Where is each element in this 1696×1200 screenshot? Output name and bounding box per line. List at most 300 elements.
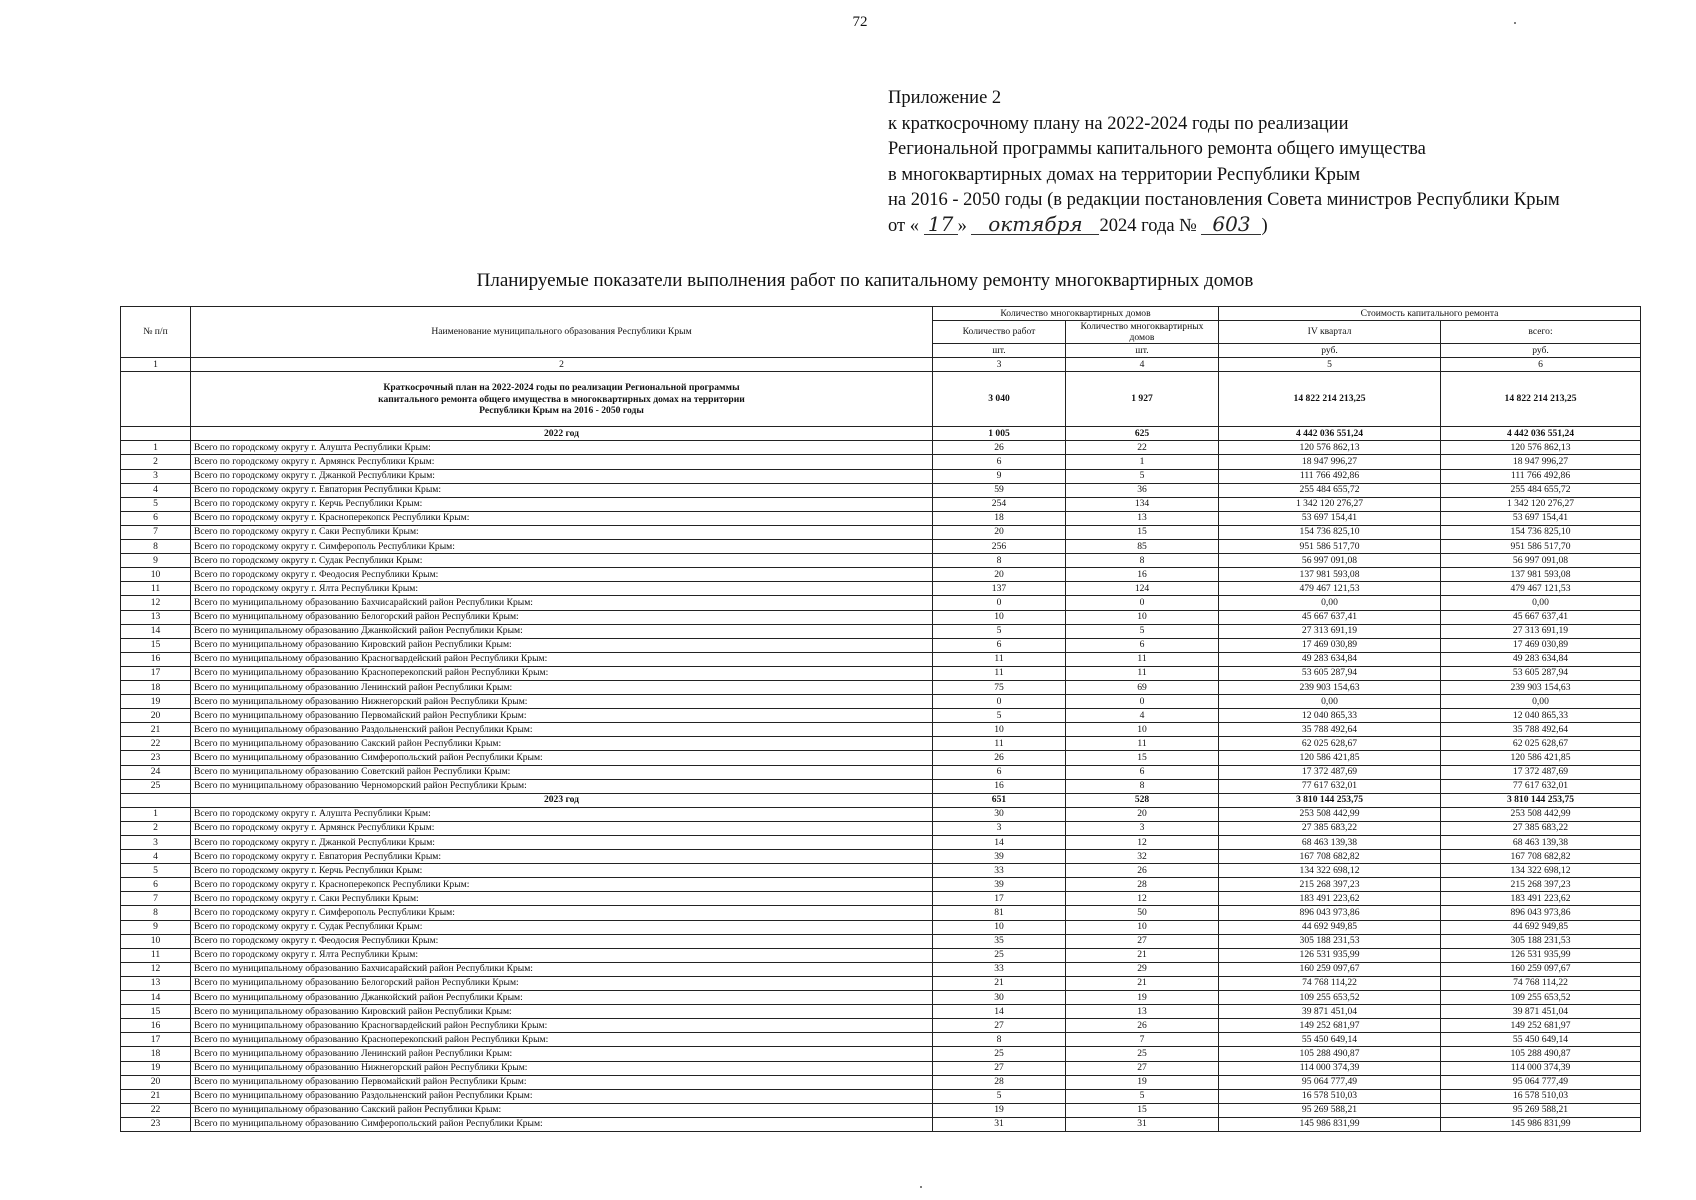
indicators-table — [120, 306, 1641, 1132]
row-works: 20 — [933, 568, 1066, 582]
row-name: Всего по муниципальному образованию Сакский район Республики Крым: — [191, 1103, 933, 1117]
row-name: Всего по городскому округу г. Армянск Республики Крым: — [191, 821, 933, 835]
row-works: 5 — [933, 1089, 1066, 1103]
row-num: 13 — [121, 610, 191, 624]
table-row — [121, 540, 1641, 554]
handwritten-number: 603 — [1201, 214, 1261, 235]
row-total: 167 708 682,82 — [1441, 850, 1641, 864]
row-name: Всего по муниципальному образованию Бахчисарайский район Республики Крым: — [191, 596, 933, 610]
row-total: 105 288 490,87 — [1441, 1047, 1641, 1061]
row-works: 33 — [933, 864, 1066, 878]
header-total: всего: — [1441, 321, 1641, 344]
row-works: 75 — [933, 680, 1066, 694]
row-total: 39 871 451,04 — [1441, 1005, 1641, 1019]
row-quarter: 0,00 — [1219, 596, 1441, 610]
row-name: Всего по городскому округу г. Армянск Республики Крым: — [191, 455, 933, 469]
row-total: 45 667 637,41 — [1441, 610, 1641, 624]
row-quarter: 167 708 682,82 — [1219, 850, 1441, 864]
row-name: Всего по городскому округу г. Саки Республики Крым: — [191, 525, 933, 539]
row-num: 5 — [121, 497, 191, 511]
row-quarter: 479 467 121,53 — [1219, 582, 1441, 596]
row-total: 95 269 588,21 — [1441, 1103, 1641, 1117]
row-houses: 12 — [1066, 836, 1219, 850]
row-name: Всего по муниципальному образованию Первомайский район Республики Крым: — [191, 709, 933, 723]
row-name: Всего по муниципальному образованию Кировский район Республики Крым: — [191, 638, 933, 652]
row-quarter: 896 043 973,86 — [1219, 906, 1441, 920]
row-num: 13 — [121, 976, 191, 990]
row-num: 10 — [121, 568, 191, 582]
row-houses: 5 — [1066, 624, 1219, 638]
row-num: 21 — [121, 1089, 191, 1103]
row-houses: 5 — [1066, 1089, 1219, 1103]
row-num: 15 — [121, 1005, 191, 1019]
row-total: 0,00 — [1441, 596, 1641, 610]
row-name: Всего по городскому округу г. Феодосия Республики Крым: — [191, 934, 933, 948]
row-quarter: 120 586 421,85 — [1219, 751, 1441, 765]
row-total: 16 578 510,03 — [1441, 1089, 1641, 1103]
row-name: Всего по муниципальному образованию Бахчисарайский район Республики Крым: — [191, 962, 933, 976]
table-row — [121, 878, 1641, 892]
date-prefix: от « — [888, 215, 919, 236]
row-name: Всего по муниципальному образованию Красногвардейский район Республики Крым: — [191, 652, 933, 666]
row-houses: 0 — [1066, 695, 1219, 709]
row-works: 16 — [933, 779, 1066, 793]
table-row — [121, 511, 1641, 525]
row-num: 4 — [121, 483, 191, 497]
row-num: 17 — [121, 1033, 191, 1047]
row-houses: 1 — [1066, 455, 1219, 469]
row-num: 18 — [121, 680, 191, 694]
header-num: № п/п — [121, 307, 191, 358]
row-works: 33 — [933, 962, 1066, 976]
row-houses: 4 — [1066, 709, 1219, 723]
row-total: 305 188 231,53 — [1441, 934, 1641, 948]
date-close: ) — [1261, 215, 1268, 236]
row-name: Всего по городскому округу г. Красноперекопск Республики Крым: — [191, 511, 933, 525]
header-name: Наименование муниципального образования Республики Крым — [191, 307, 933, 358]
row-quarter: 44 692 949,85 — [1219, 920, 1441, 934]
row-num: 19 — [121, 695, 191, 709]
row-total: 55 450 649,14 — [1441, 1033, 1641, 1047]
handwritten-day: 17 — [924, 214, 958, 235]
row-total: 183 491 223,62 — [1441, 892, 1641, 906]
table-row — [121, 821, 1641, 835]
row-works: 25 — [933, 948, 1066, 962]
appendix-heading — [888, 86, 1560, 239]
table-row — [121, 1033, 1641, 1047]
row-name: Всего по городскому округу г. Ялта Республики Крым: — [191, 582, 933, 596]
row-houses: 7 — [1066, 1033, 1219, 1047]
row-num: 20 — [121, 1075, 191, 1089]
row-quarter: 16 578 510,03 — [1219, 1089, 1441, 1103]
row-num: 14 — [121, 991, 191, 1005]
year-houses: 625 — [1066, 427, 1219, 441]
row-name: Всего по муниципальному образованию Первомайский район Республики Крым: — [191, 1075, 933, 1089]
year-summary-num — [121, 427, 191, 441]
header-group-count: Количество многоквартирных домов — [933, 307, 1219, 321]
row-houses: 31 — [1066, 1117, 1219, 1131]
row-name: Всего по муниципальному образованию Раздольненский район Республики Крым: — [191, 1089, 933, 1103]
row-houses: 19 — [1066, 1075, 1219, 1089]
column-number: 6 — [1441, 358, 1641, 372]
year-summary-row — [121, 427, 1641, 441]
appendix-line: на 2016 - 2050 годы (в редакции постановления Совета министров Республики Крым — [888, 190, 1560, 210]
table-row — [121, 765, 1641, 779]
row-num: 5 — [121, 864, 191, 878]
row-houses: 6 — [1066, 765, 1219, 779]
row-num: 22 — [121, 1103, 191, 1117]
year-text: 2024 года № — [1099, 215, 1197, 236]
row-quarter: 255 484 655,72 — [1219, 483, 1441, 497]
row-name: Всего по муниципальному образованию Черноморский район Республики Крым: — [191, 779, 933, 793]
row-total: 44 692 949,85 — [1441, 920, 1641, 934]
row-houses: 15 — [1066, 1103, 1219, 1117]
row-total: 255 484 655,72 — [1441, 483, 1641, 497]
row-quarter: 126 531 935,99 — [1219, 948, 1441, 962]
row-houses: 0 — [1066, 596, 1219, 610]
row-works: 31 — [933, 1117, 1066, 1131]
row-houses: 28 — [1066, 878, 1219, 892]
row-num: 11 — [121, 948, 191, 962]
row-works: 39 — [933, 850, 1066, 864]
row-houses: 50 — [1066, 906, 1219, 920]
header-work-count: Количество работ — [933, 321, 1066, 344]
table-row — [121, 948, 1641, 962]
row-total: 120 586 421,85 — [1441, 751, 1641, 765]
plan-row-total: 14 822 214 213,25 — [1441, 372, 1641, 427]
table-row — [121, 469, 1641, 483]
row-name: Всего по городскому округу г. Керчь Республики Крым: — [191, 864, 933, 878]
row-works: 14 — [933, 836, 1066, 850]
row-total: 239 903 154,63 — [1441, 680, 1641, 694]
row-works: 6 — [933, 765, 1066, 779]
column-number: 2 — [191, 358, 933, 372]
table-row — [121, 976, 1641, 990]
table-row — [121, 779, 1641, 793]
plan-row-houses: 1 927 — [1066, 372, 1219, 427]
row-name: Всего по городскому округу г. Феодосия Республики Крым: — [191, 568, 933, 582]
row-total: 114 000 374,39 — [1441, 1061, 1641, 1075]
row-houses: 26 — [1066, 864, 1219, 878]
row-quarter: 239 903 154,63 — [1219, 680, 1441, 694]
row-works: 27 — [933, 1061, 1066, 1075]
plan-row-num-cell — [121, 372, 191, 427]
row-total: 17 372 487,69 — [1441, 765, 1641, 779]
table-body — [121, 427, 1641, 1132]
row-quarter: 253 508 442,99 — [1219, 807, 1441, 821]
row-works: 14 — [933, 1005, 1066, 1019]
row-houses: 32 — [1066, 850, 1219, 864]
row-quarter: 109 255 653,52 — [1219, 991, 1441, 1005]
table-row — [121, 624, 1641, 638]
row-works: 11 — [933, 666, 1066, 680]
row-houses: 22 — [1066, 441, 1219, 455]
row-quarter: 183 491 223,62 — [1219, 892, 1441, 906]
row-num: 8 — [121, 540, 191, 554]
year-total: 4 442 036 551,24 — [1441, 427, 1641, 441]
row-total: 95 064 777,49 — [1441, 1075, 1641, 1089]
table-row — [121, 723, 1641, 737]
row-total: 53 605 287,94 — [1441, 666, 1641, 680]
row-quarter: 305 188 231,53 — [1219, 934, 1441, 948]
row-num: 20 — [121, 709, 191, 723]
row-works: 11 — [933, 737, 1066, 751]
row-name: Всего по городскому округу г. Судак Республики Крым: — [191, 554, 933, 568]
row-num: 24 — [121, 765, 191, 779]
row-quarter: 68 463 139,38 — [1219, 836, 1441, 850]
row-quarter: 951 586 517,70 — [1219, 540, 1441, 554]
row-works: 21 — [933, 976, 1066, 990]
row-quarter: 18 947 996,27 — [1219, 455, 1441, 469]
row-num: 19 — [121, 1061, 191, 1075]
row-works: 9 — [933, 469, 1066, 483]
row-name: Всего по городскому округу г. Алушта Республики Крым: — [191, 807, 933, 821]
row-name: Всего по муниципальному образованию Сакский район Республики Крым: — [191, 737, 933, 751]
row-works: 35 — [933, 934, 1066, 948]
row-total: 62 025 628,67 — [1441, 737, 1641, 751]
row-houses: 25 — [1066, 1047, 1219, 1061]
row-houses: 19 — [1066, 991, 1219, 1005]
row-num: 12 — [121, 962, 191, 976]
year-summary-row — [121, 793, 1641, 807]
row-quarter: 74 768 114,22 — [1219, 976, 1441, 990]
row-total: 137 981 593,08 — [1441, 568, 1641, 582]
row-quarter: 215 268 397,23 — [1219, 878, 1441, 892]
row-quarter: 55 450 649,14 — [1219, 1033, 1441, 1047]
row-quarter: 95 064 777,49 — [1219, 1075, 1441, 1089]
plan-row-works: 3 040 — [933, 372, 1066, 427]
table-row — [121, 695, 1641, 709]
table-row — [121, 596, 1641, 610]
table-row — [121, 906, 1641, 920]
table-row — [121, 1089, 1641, 1103]
year-houses: 528 — [1066, 793, 1219, 807]
table-row — [121, 850, 1641, 864]
row-works: 6 — [933, 455, 1066, 469]
row-works: 20 — [933, 525, 1066, 539]
table-row — [121, 554, 1641, 568]
row-works: 27 — [933, 1019, 1066, 1033]
row-total: 154 736 825,10 — [1441, 525, 1641, 539]
handwritten-month: октября — [971, 214, 1099, 235]
table-row — [121, 709, 1641, 723]
table-row — [121, 441, 1641, 455]
table-row — [121, 892, 1641, 906]
row-num: 1 — [121, 441, 191, 455]
column-number: 4 — [1066, 358, 1219, 372]
row-works: 26 — [933, 751, 1066, 765]
row-houses: 8 — [1066, 554, 1219, 568]
row-total: 149 252 681,97 — [1441, 1019, 1641, 1033]
row-quarter: 17 372 487,69 — [1219, 765, 1441, 779]
row-houses: 36 — [1066, 483, 1219, 497]
row-houses: 11 — [1066, 737, 1219, 751]
row-name: Всего по муниципальному образованию Ленинский район Республики Крым: — [191, 680, 933, 694]
table-row — [121, 807, 1641, 821]
table-row — [121, 497, 1641, 511]
row-name: Всего по муниципальному образованию Красногвардейский район Республики Крым: — [191, 1019, 933, 1033]
row-quarter: 27 313 691,19 — [1219, 624, 1441, 638]
row-name: Всего по муниципальному образованию Нижнегорский район Республики Крым: — [191, 695, 933, 709]
row-quarter: 39 871 451,04 — [1219, 1005, 1441, 1019]
row-num: 7 — [121, 892, 191, 906]
row-works: 256 — [933, 540, 1066, 554]
row-quarter: 149 252 681,97 — [1219, 1019, 1441, 1033]
row-houses: 5 — [1066, 469, 1219, 483]
row-total: 18 947 996,27 — [1441, 455, 1641, 469]
row-quarter: 62 025 628,67 — [1219, 737, 1441, 751]
row-works: 8 — [933, 554, 1066, 568]
row-houses: 26 — [1066, 1019, 1219, 1033]
row-total: 27 313 691,19 — [1441, 624, 1641, 638]
row-num: 15 — [121, 638, 191, 652]
row-houses: 10 — [1066, 723, 1219, 737]
table-row — [121, 1061, 1641, 1075]
row-num: 21 — [121, 723, 191, 737]
row-total: 145 986 831,99 — [1441, 1117, 1641, 1131]
row-name: Всего по городскому округу г. Алушта Республики Крым: — [191, 441, 933, 455]
row-total: 49 283 634,84 — [1441, 652, 1641, 666]
table-row — [121, 1019, 1641, 1033]
row-houses: 3 — [1066, 821, 1219, 835]
row-works: 11 — [933, 652, 1066, 666]
table-row — [121, 1117, 1641, 1131]
row-name: Всего по городскому округу г. Керчь Республики Крым: — [191, 497, 933, 511]
row-name: Всего по городскому округу г. Судак Республики Крым: — [191, 920, 933, 934]
column-number: 3 — [933, 358, 1066, 372]
appendix-line: Приложение 2 — [888, 88, 1002, 108]
unit-cell: шт. — [1066, 344, 1219, 358]
row-total: 134 322 698,12 — [1441, 864, 1641, 878]
row-total: 68 463 139,38 — [1441, 836, 1641, 850]
row-name: Всего по городскому округу г. Ялта Республики Крым: — [191, 948, 933, 962]
row-name: Всего по городскому округу г. Евпатория Республики Крым: — [191, 483, 933, 497]
table-row — [121, 455, 1641, 469]
table-row — [121, 638, 1641, 652]
row-works: 25 — [933, 1047, 1066, 1061]
row-quarter: 12 040 865,33 — [1219, 709, 1441, 723]
header-house-count: Количество многоквартирных домов — [1066, 321, 1219, 344]
row-name: Всего по муниципальному образованию Нижнегорский район Республики Крым: — [191, 1061, 933, 1075]
row-quarter: 0,00 — [1219, 695, 1441, 709]
row-quarter: 56 997 091,08 — [1219, 554, 1441, 568]
row-total: 1 342 120 276,27 — [1441, 497, 1641, 511]
row-total: 27 385 683,22 — [1441, 821, 1641, 835]
row-name: Всего по городскому округу г. Джанкой Республики Крым: — [191, 469, 933, 483]
row-works: 8 — [933, 1033, 1066, 1047]
row-works: 26 — [933, 441, 1066, 455]
row-num: 23 — [121, 751, 191, 765]
row-num: 25 — [121, 779, 191, 793]
row-total: 951 586 517,70 — [1441, 540, 1641, 554]
row-houses: 12 — [1066, 892, 1219, 906]
year-label: 2022 год — [191, 427, 933, 441]
row-houses: 124 — [1066, 582, 1219, 596]
document-title: Планируемые показатели выполнения работ по капитальному ремонту многоквартирных домов — [476, 270, 1254, 291]
row-quarter: 154 736 825,10 — [1219, 525, 1441, 539]
row-works: 81 — [933, 906, 1066, 920]
row-name: Всего по муниципальному образованию Кировский район Республики Крым: — [191, 1005, 933, 1019]
row-quarter: 35 788 492,64 — [1219, 723, 1441, 737]
row-houses: 134 — [1066, 497, 1219, 511]
table-row — [121, 568, 1641, 582]
row-total: 253 508 442,99 — [1441, 807, 1641, 821]
row-name: Всего по муниципальному образованию Раздольненский район Республики Крым: — [191, 723, 933, 737]
row-total: 35 788 492,64 — [1441, 723, 1641, 737]
row-quarter: 134 322 698,12 — [1219, 864, 1441, 878]
table-row — [121, 652, 1641, 666]
page-number: 72 — [852, 14, 868, 30]
year-label: 2023 год — [191, 793, 933, 807]
row-houses: 27 — [1066, 934, 1219, 948]
row-quarter: 95 269 588,21 — [1219, 1103, 1441, 1117]
row-quarter: 145 986 831,99 — [1219, 1117, 1441, 1131]
table-row — [121, 991, 1641, 1005]
row-works: 59 — [933, 483, 1066, 497]
row-works: 5 — [933, 709, 1066, 723]
row-works: 3 — [933, 821, 1066, 835]
row-works: 30 — [933, 991, 1066, 1005]
row-name: Всего по городскому округу г. Симферополь Республики Крым: — [191, 906, 933, 920]
row-name: Всего по городскому округу г. Красноперекопск Республики Крым: — [191, 878, 933, 892]
row-houses: 6 — [1066, 638, 1219, 652]
row-total: 109 255 653,52 — [1441, 991, 1641, 1005]
year-quarter: 3 810 144 253,75 — [1219, 793, 1441, 807]
row-num: 12 — [121, 596, 191, 610]
row-quarter: 1 342 120 276,27 — [1219, 497, 1441, 511]
row-works: 5 — [933, 624, 1066, 638]
row-houses: 27 — [1066, 1061, 1219, 1075]
row-works: 10 — [933, 723, 1066, 737]
row-houses: 21 — [1066, 948, 1219, 962]
table-row — [121, 1005, 1641, 1019]
row-works: 254 — [933, 497, 1066, 511]
row-quarter: 49 283 634,84 — [1219, 652, 1441, 666]
row-num: 8 — [121, 906, 191, 920]
row-num: 17 — [121, 666, 191, 680]
row-num: 16 — [121, 652, 191, 666]
table-row — [121, 582, 1641, 596]
row-num: 3 — [121, 836, 191, 850]
row-total: 479 467 121,53 — [1441, 582, 1641, 596]
row-total: 215 268 397,23 — [1441, 878, 1641, 892]
row-num: 10 — [121, 934, 191, 948]
row-num: 11 — [121, 582, 191, 596]
scan-speck — [1514, 22, 1516, 24]
row-total: 126 531 935,99 — [1441, 948, 1641, 962]
table-row — [121, 610, 1641, 624]
row-houses: 11 — [1066, 652, 1219, 666]
row-works: 0 — [933, 596, 1066, 610]
row-total: 0,00 — [1441, 695, 1641, 709]
row-num: 6 — [121, 511, 191, 525]
table-row — [121, 962, 1641, 976]
row-quarter: 27 385 683,22 — [1219, 821, 1441, 835]
row-houses: 69 — [1066, 680, 1219, 694]
row-name: Всего по муниципальному образованию Джанкойский район Республики Крым: — [191, 991, 933, 1005]
row-houses: 20 — [1066, 807, 1219, 821]
row-works: 18 — [933, 511, 1066, 525]
row-name: Всего по муниципальному образованию Красноперекопский район Республики Крым: — [191, 666, 933, 680]
row-name: Всего по городскому округу г. Джанкой Республики Крым: — [191, 836, 933, 850]
row-num: 23 — [121, 1117, 191, 1131]
header-group-cost: Стоимость капитального ремонта — [1219, 307, 1641, 321]
row-num: 18 — [121, 1047, 191, 1061]
row-houses: 21 — [1066, 976, 1219, 990]
row-total: 120 576 862,13 — [1441, 441, 1641, 455]
plan-row-quarter: 14 822 214 213,25 — [1219, 372, 1441, 427]
row-num: 22 — [121, 737, 191, 751]
